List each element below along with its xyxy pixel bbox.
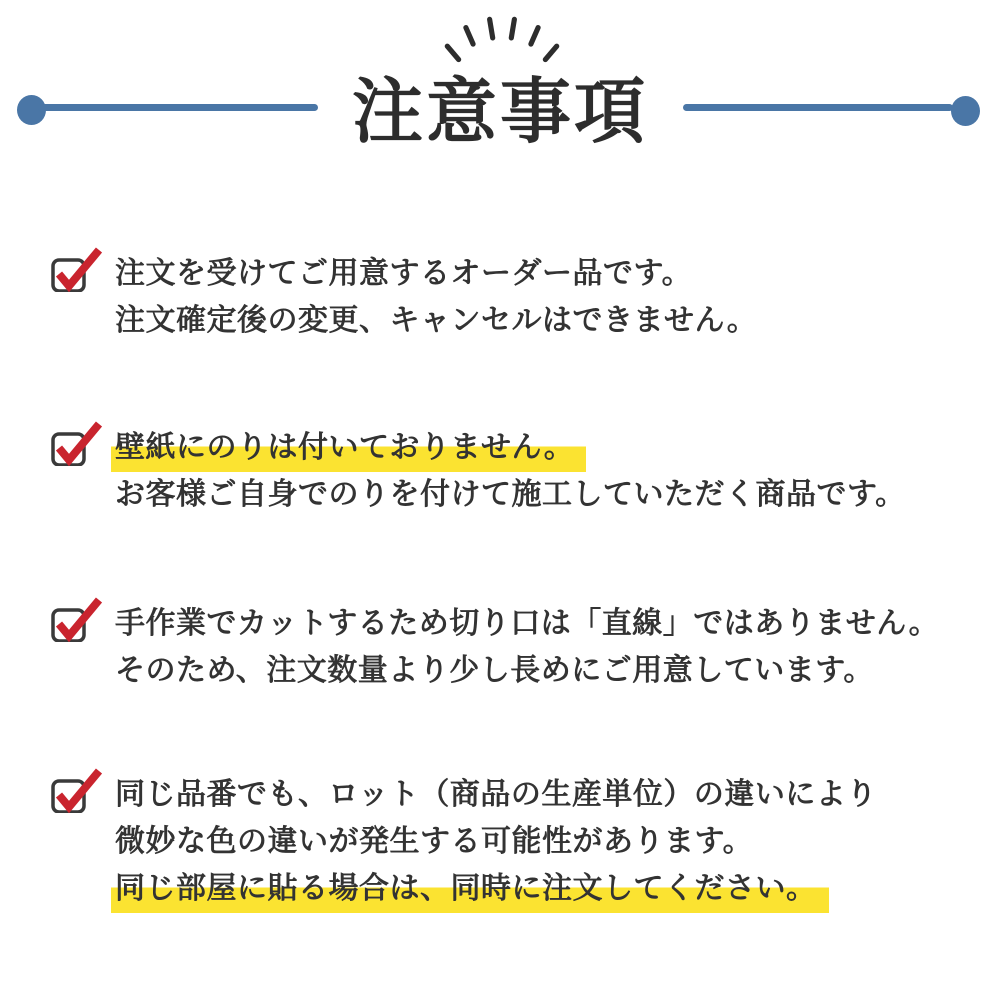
- notice-line: 注文を受けてご用意するオーダー品です。: [115, 256, 693, 291]
- burst-rays-icon: [438, 12, 566, 70]
- divider-dot-right: [951, 96, 980, 126]
- checkbox-checked-icon: [49, 416, 105, 466]
- notice-line: [115, 865, 877, 912]
- checkbox-checked-icon: [49, 592, 105, 642]
- notice-item: [55, 424, 906, 518]
- page-title: 注意事項: [351, 70, 648, 153]
- checkbox-checked-icon: [49, 242, 105, 292]
- notice-item: [55, 771, 877, 912]
- notice-line: 注文確定後の変更、キャンセルはできません。: [115, 303, 758, 338]
- divider-line-right: [683, 104, 953, 111]
- notice-line: 微妙な色の違いが発生する可能性があります。: [115, 824, 754, 859]
- notice-line: [115, 424, 906, 471]
- checkbox-checked-icon: [49, 763, 105, 813]
- highlight-text: 同じ部屋に貼る場合は、同時に注文してください。: [111, 869, 829, 913]
- notice-line: 同じ品番でも、ロット（商品の生産単位）の違いにより: [115, 777, 877, 812]
- notice-line: そのため、注文数量より少し長めにご用意しています。: [115, 653, 874, 688]
- notice-line: お客様ご自身でのりを付けて施工していただく商品です。: [115, 477, 906, 512]
- notice-item: [55, 600, 939, 694]
- notice-line: 手作業でカットするため切り口は「直線」ではありません。: [115, 606, 940, 641]
- notice-item: [55, 250, 757, 344]
- highlight-text: 壁紙にのりは付いておりません。: [111, 428, 586, 472]
